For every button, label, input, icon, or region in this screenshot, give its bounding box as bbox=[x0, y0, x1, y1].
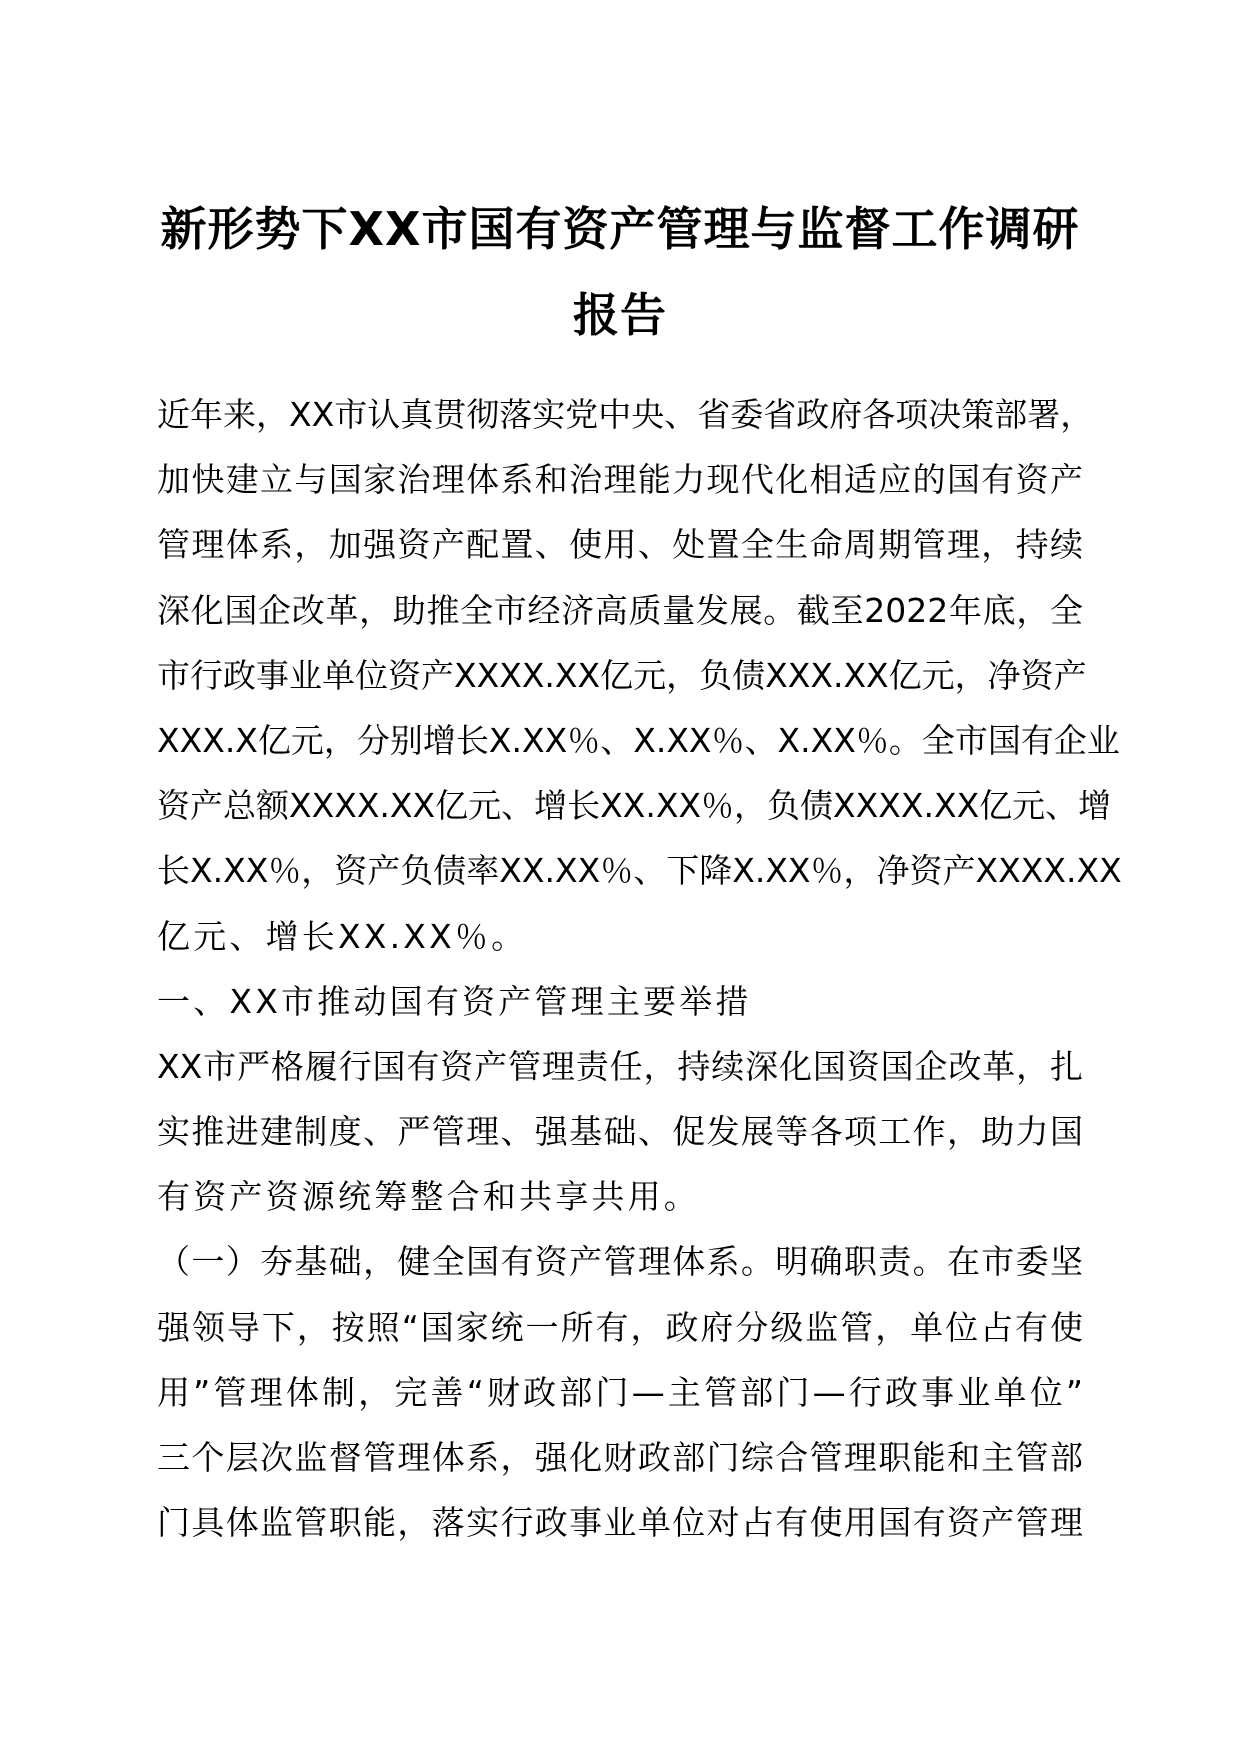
title-line-2: 报告 bbox=[573, 288, 667, 342]
section-heading: 一、XX市推动国有资产管理主要举措 bbox=[157, 981, 752, 1021]
document-title bbox=[140, 186, 1100, 358]
paragraph-section-line: 有资产资源统筹整合和共享共用。 bbox=[157, 1177, 700, 1217]
paragraph-section-line: XX市严格履行国有资产管理责任，持续深化国资国企改革，扎 bbox=[157, 1046, 1083, 1086]
paragraph-intro-line: 深化国企改革，助推全市经济高质量发展。截至2022年底，全 bbox=[157, 590, 1083, 630]
paragraph-subsection-line: 门具体监管职能，落实行政事业单位对占有使用国有资产管理 bbox=[157, 1503, 1083, 1543]
paragraph-intro-line: 加快建立与国家治理体系和治理能力现代化相适应的国有资产 bbox=[157, 460, 1083, 500]
paragraph-section-line: 实推进建制度、严管理、强基础、促发展等各项工作，助力国 bbox=[157, 1112, 1083, 1152]
paragraph-subsection-line: 三个层次监督管理体系，强化财政部门综合管理职能和主管部 bbox=[157, 1438, 1083, 1477]
paragraph-intro-line: 近年来，XX市认真贯彻落实党中央、省委省政府各项决策部署， bbox=[157, 395, 1094, 434]
paragraph-intro-line: 管理体系，加强资产配置、使用、处置全生命周期管理，持续 bbox=[157, 525, 1083, 565]
title-line-1: 新形势下XX市国有资产管理与监督工作调研 bbox=[160, 202, 1080, 256]
paragraph-subsection-line: 强领导下，按照“国家统一所有，政府分级监管，单位占有使 bbox=[157, 1307, 1083, 1347]
paragraph-intro-line: 亿元、增长XX.XX％。 bbox=[157, 916, 528, 956]
paragraph-intro-line: 市行政事业单位资产XXXX.XX亿元，负债XXX.XX亿元，净资产 bbox=[157, 655, 1087, 695]
document-body bbox=[157, 382, 1122, 1555]
paragraph-intro-line: 资产总额XXXX.XX亿元、增长XX.XX％，负债XXXX.XX亿元、增 bbox=[157, 786, 1112, 826]
paragraph-subsection-line: 用”管理体制，完善“财政部门—主管部门—行政事业单位” bbox=[157, 1372, 1083, 1412]
paragraph-subsection-line: （一）夯基础，健全国有资产管理体系。明确职责。在市委坚 bbox=[157, 1242, 1083, 1282]
paragraph-intro-line: XXX.X亿元，分别增长X.XX％、X.XX％、X.XX％。全市国有企业 bbox=[157, 720, 1120, 760]
paragraph-intro-line: 长X.XX％，资产负债率XX.XX％、下降X.XX％，净资产XXXX.XX bbox=[157, 851, 1122, 891]
